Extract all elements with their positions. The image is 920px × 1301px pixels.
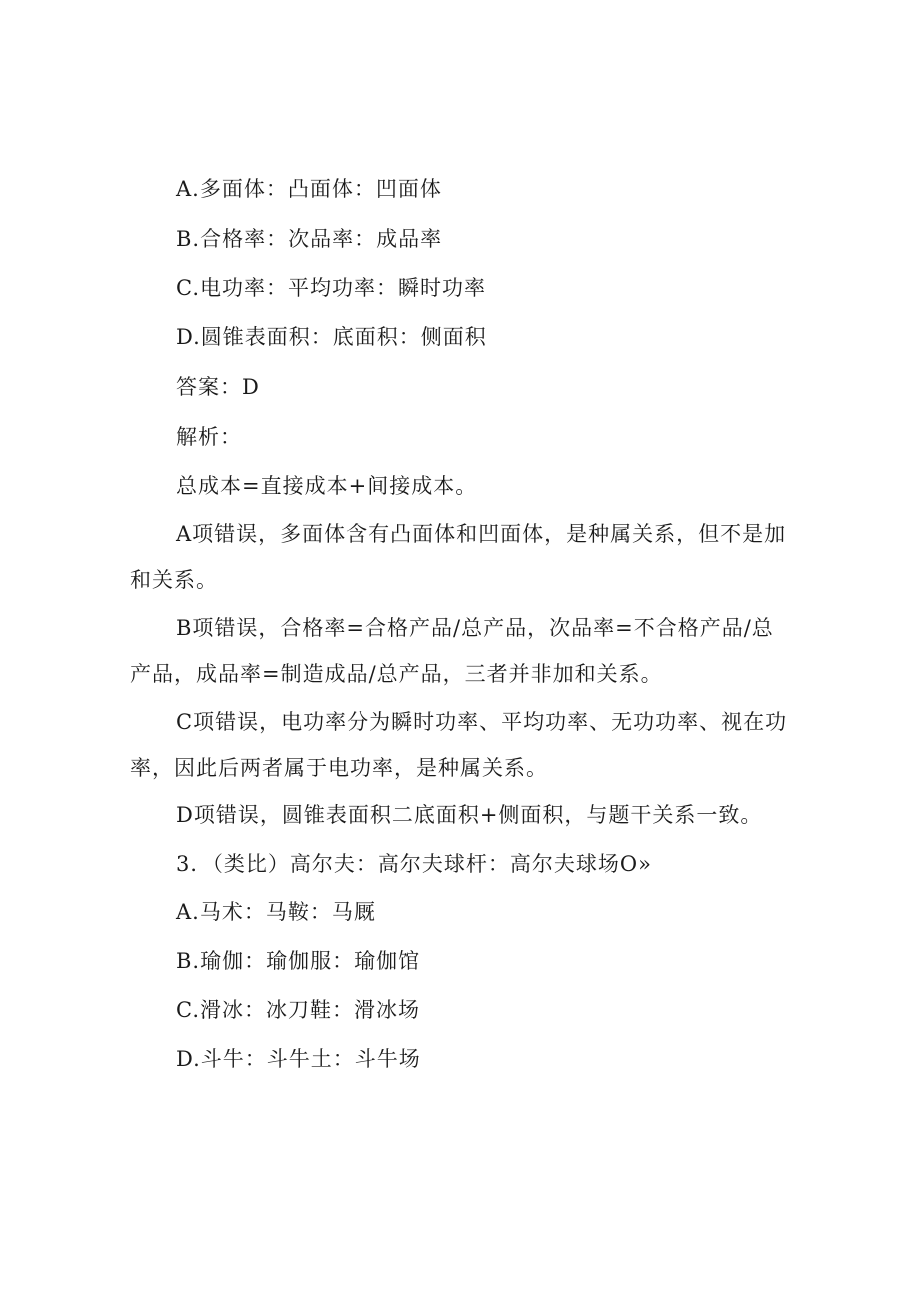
q2-explanation-d: D项错误，圆锥表面积二底面积+侧面积，与题干关系一致。: [176, 803, 763, 827]
q2-explanation-a: A项错误，多面体含有凸面体和凹面体，是种属关系，但不是加和关系。: [130, 522, 787, 592]
q2-option-b: B.合格率：次品率：成品率: [176, 227, 443, 251]
q3-option-a: A.马术：马鞍：马厩: [176, 900, 376, 924]
q3-option-c: C.滑冰：冰刀鞋：滑冰场: [176, 998, 420, 1022]
q3-stem: 3．（类比）高尔夫：高尔夫球杆：高尔夫球场O»: [176, 852, 652, 876]
q2-option-c: C.电功率：平均功率：瞬时功率: [176, 276, 486, 300]
q2-analysis-intro: 总成本=直接成本+间接成本。: [176, 474, 478, 498]
q3-option-b: B.瑜伽：瑜伽服：瑜伽馆: [176, 949, 421, 973]
q2-analysis-label: 解析：: [176, 425, 242, 449]
q3-option-d: D.斗牛：斗牛土：斗牛场: [176, 1047, 421, 1071]
q2-option-d: D.圆锥表面积：底面积：侧面积: [176, 325, 487, 349]
q2-answer: 答案：D: [176, 375, 260, 399]
q2-explanation-c: C项错误，电功率分为瞬时功率、平均功率、无功功率、视在功率，因此后两者属于电功率，是种属关系。: [130, 710, 788, 780]
q2-option-a: A.多面体：凸面体：凹面体: [176, 177, 442, 201]
q2-explanation-b: B项错误，合格率=合格产品/总产品，次品率=不合格产品/总产品，成品率=制造成品/总产品，三者并非加和关系。: [130, 616, 774, 686]
